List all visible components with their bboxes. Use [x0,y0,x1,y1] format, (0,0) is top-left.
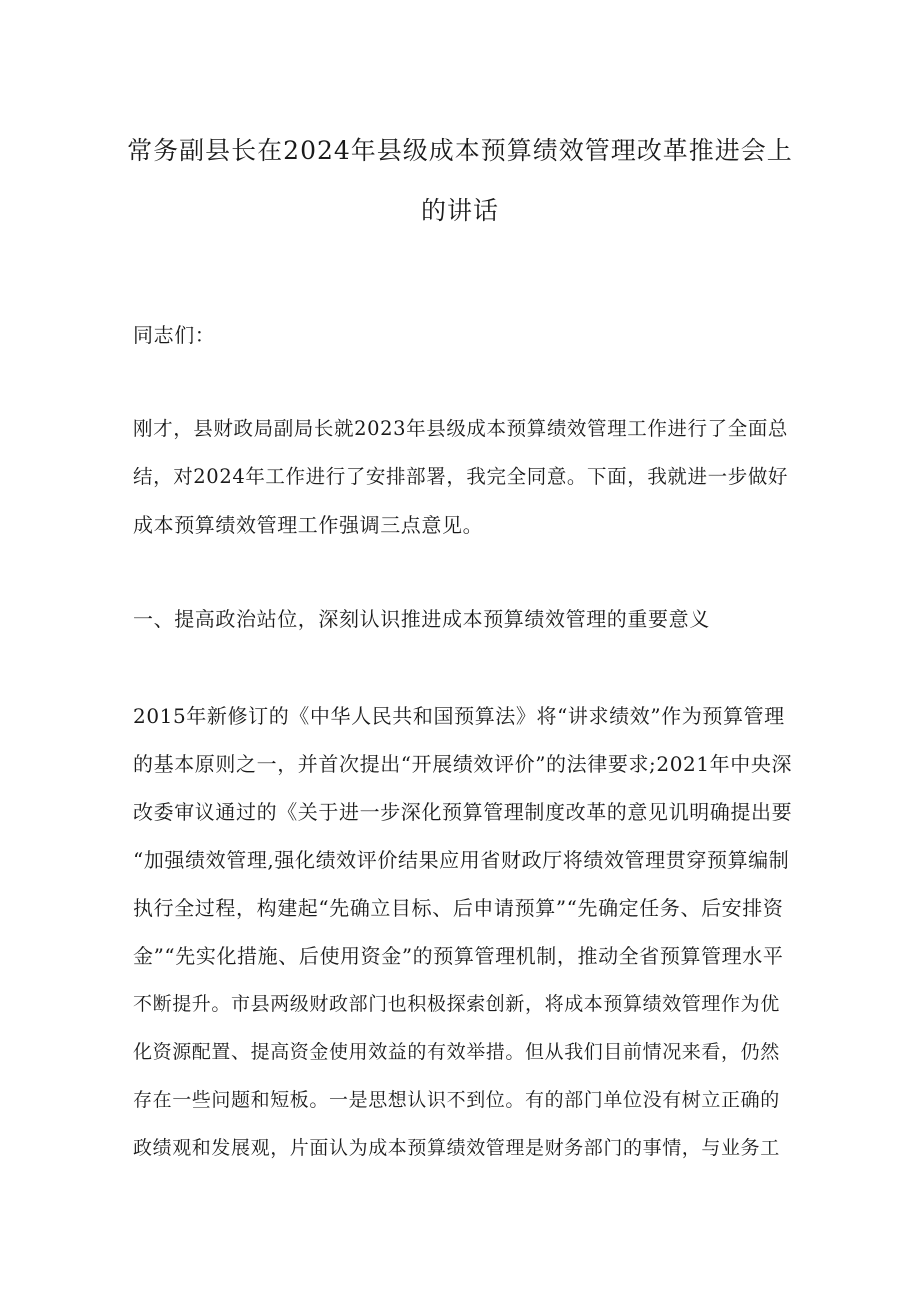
paragraph-2-line-10: 政绩观和发展观，片面认为成本预算绩效管理是财务部门的事情，与业务工 [133,1137,780,1159]
paragraph-2-line-8: 化资源配置、提高资金使用效益的有效举措。但从我们目前情况来看，仍然 [133,1041,780,1063]
paragraph-1-line-3: 成本预算绩效管理工作强调三点意见。 [133,513,484,537]
paragraph-1-line-1: 刚才，县财政局副局长就2023年县级成本预算绩效管理工作进行了全面总 [133,417,789,440]
paragraph-2-line-9: 存在一些问题和短板。一是思想认识不到位。有的部门单位没有树立正确的 [133,1089,780,1111]
document-title-line-1: 常务副县长在2024年县级成本预算绩效管理改革推进会上 [127,136,793,165]
section-heading-1: 一、提高政治站位，深刻认识推进成本预算绩效管理的重要意义 [133,607,710,631]
paragraph-2-line-7: 不断提升。市县两级财政部门也积极探索创新，将成本预算绩效管理作为优 [133,993,780,1015]
paragraph-2-line-5: 执行全过程，构建起“先确立目标、后申请预算”“先确定任务、后安排资 [133,896,784,920]
paragraph-2-line-4: “加强绩效管理,强化绩效评价结果应用省财政厅将绩效管理贯穿预算编制 [133,848,790,872]
paragraph-1-line-2: 结，对2024年工作进行了安排部署，我完全同意。下面，我就进一步做好 [133,465,789,488]
paragraph-2-line-6: 金”“先实化措施、后使用资金”的预算管理机制，推动全省预算管理水平 [133,944,784,968]
paragraph-2-line-3: 改委审议通过的《关于进一步深化预算管理制度改革的意见讥明确提出要 [133,800,793,824]
paragraph-2-line-1: 2015年新修订的《中华人民共和国预算法》将“讲求绩效”作为预算管理 [133,704,785,728]
document-title-line-2: 的讲话 [420,196,499,225]
greeting: 同志们： [133,323,216,347]
paragraph-2-line-2: 的基本原则之一，并首次提出“开展绩效评价”的法律要求;2021年中央深 [133,752,793,776]
